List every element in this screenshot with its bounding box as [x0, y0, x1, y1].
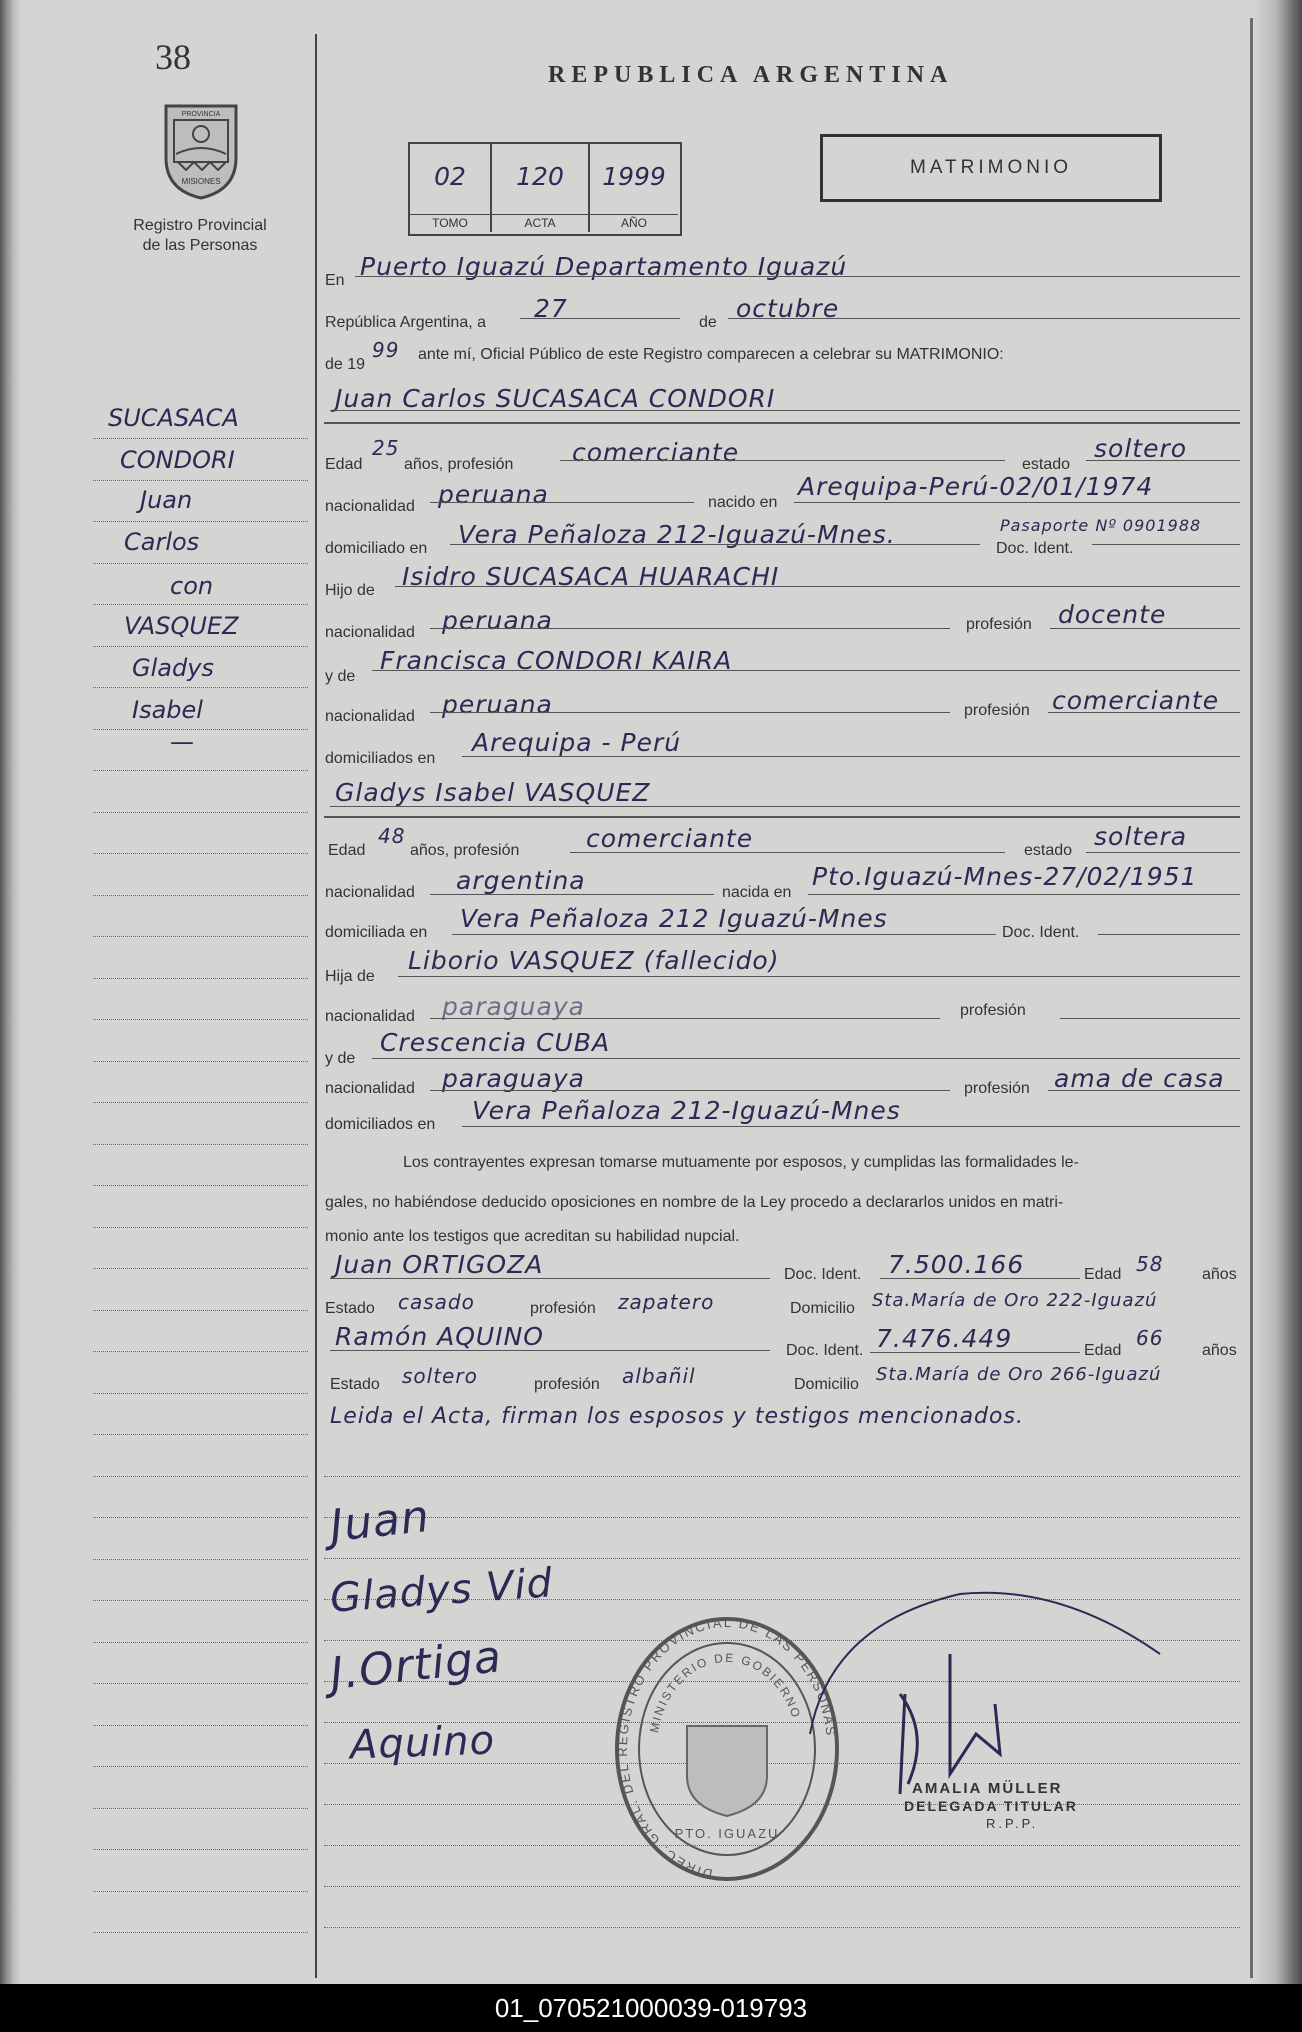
margin-rule: [93, 1766, 308, 1767]
margin-rule: [93, 1891, 308, 1892]
signature-witness-1: J.Ortiga: [327, 1631, 505, 1700]
official-org: R.P.P.: [986, 1816, 1039, 1831]
official-title: DELEGADA TITULAR: [904, 1798, 1078, 1814]
bride-name: Gladys Isabel VASQUEZ: [335, 778, 651, 807]
signature-witness-2: Aquino: [349, 1717, 496, 1769]
margin-rule: [93, 1849, 308, 1850]
republica-label: República Argentina, a: [325, 314, 486, 331]
margin-rule: [93, 1808, 308, 1809]
page-right-edge: [1254, 0, 1302, 1984]
document-title: REPUBLICA ARGENTINA: [548, 62, 954, 88]
groom-profession: comerciante: [572, 438, 740, 467]
groom-father-nationality: peruana: [442, 606, 553, 635]
bride-address: Vera Peñaloza 212 Iguazú-Mnes: [460, 904, 888, 933]
bride-status: soltera: [1094, 822, 1188, 851]
margin-rule: [93, 1517, 308, 1518]
groom-parents-address: Arequipa - Perú: [472, 728, 682, 757]
witness-1-doc: 7.500.166: [888, 1250, 1025, 1279]
acta-cell: 120 ACTA: [492, 144, 590, 232]
ruled-line: [324, 1517, 1240, 1518]
document-type-box: MATRIMONIO: [820, 134, 1162, 202]
signature-bride: Gladys Vid: [328, 1560, 555, 1622]
page-fold-line: [1250, 18, 1253, 1978]
book-binding-edge: [0, 0, 22, 1984]
bride-mother-nationality: paraguaya: [442, 1064, 585, 1093]
ruled-line: [324, 1476, 1240, 1477]
groom-document: Pasaporte Nº 0901988: [1000, 516, 1202, 535]
margin-rule: [93, 438, 308, 439]
margin-rule: [93, 1642, 308, 1643]
margin-rule: [93, 1102, 308, 1103]
year-prefix: de 19: [325, 356, 366, 373]
bride-birthplace: Pto.Iguazú-Mnes-27/02/1951: [812, 862, 1198, 891]
margin-rule: [93, 812, 308, 813]
bride-mother-profession: ama de casa: [1054, 1064, 1225, 1093]
groom-nationality: peruana: [438, 480, 549, 509]
margin-rule: [93, 1434, 308, 1435]
book-reference-box: [408, 142, 682, 236]
official-name: AMALIA MÜLLER: [912, 1780, 1063, 1797]
ruled-line: [324, 1927, 1240, 1928]
witness-2-name: Ramón AQUINO: [335, 1322, 544, 1351]
witness-2-profession: albañil: [622, 1364, 696, 1388]
margin-rule: [93, 1393, 308, 1394]
margin-rule: [93, 1227, 308, 1228]
margin-rule: [93, 1476, 308, 1477]
margin-rule: [93, 604, 308, 605]
page-number: 38: [155, 37, 191, 77]
margin-rule: [93, 1932, 308, 1933]
day-value: 27: [534, 294, 568, 323]
margin-rule: [93, 646, 308, 647]
bride-parents-address: Vera Peñaloza 212-Iguazú-Mnes: [472, 1096, 901, 1125]
margin-rule: [93, 563, 308, 564]
year-suffix: 99: [372, 338, 400, 362]
margin-rule: [93, 936, 308, 937]
margin-rule: [93, 853, 308, 854]
misiones-crest-icon: [156, 98, 246, 200]
margin-rule: [93, 521, 308, 522]
margin-rule: [93, 480, 308, 481]
margin-rule: [93, 1185, 308, 1186]
crest-label: MISIONES: [181, 177, 221, 186]
witness-2-address: Sta.María de Oro 266-Iguazú: [876, 1364, 1162, 1385]
ano-cell: 1999 AÑO: [590, 144, 678, 232]
groom-mother-nationality: peruana: [442, 690, 553, 719]
margin-rule: [93, 1559, 308, 1560]
scan-identifier: 01_070521000039-019793: [0, 1984, 1302, 2032]
witness-2-doc: 7.476.449: [876, 1324, 1013, 1353]
margin-rule: [93, 895, 308, 896]
groom-age: 25: [372, 436, 400, 460]
witness-1-address: Sta.María de Oro 222-Iguazú: [872, 1290, 1158, 1311]
groom-father-profession: docente: [1058, 600, 1167, 629]
margin-rule: [93, 1268, 308, 1269]
bride-father-nationality: paraguaya: [442, 992, 585, 1021]
declaration-line-3: monio ante los testigos que acreditan su habilidad nupcial.: [325, 1228, 740, 1245]
margin-rule: [93, 978, 308, 979]
margin-rule: [93, 1061, 308, 1062]
registry-name: Registro Provincial de las Personas: [133, 217, 267, 254]
groom-name: Juan Carlos SUCASACA CONDORI: [335, 384, 776, 413]
witness-1-status: casado: [398, 1290, 475, 1314]
bride-nationality: argentina: [456, 866, 586, 895]
place-value: Puerto Iguazú Departamento Iguazú: [360, 252, 848, 281]
declaration-line-2: gales, no habiéndose deducido oposiciones en nombre de la Ley procedo a declararlos unidos en matri-: [325, 1194, 1064, 1211]
margin-rule: [93, 770, 308, 771]
margin-rule: [93, 1600, 308, 1601]
groom-address: Vera Peñaloza 212-Iguazú-Mnes.: [458, 520, 896, 549]
stamp-inner-text: MINISTERIO DE GOBIERNO: [647, 1650, 804, 1734]
groom-mother: Francisca CONDORI KAIRA: [380, 646, 733, 675]
month-value: octubre: [736, 294, 840, 323]
margin-rule: [93, 1144, 308, 1145]
bride-age: 48: [378, 824, 406, 848]
signature-groom: Juan: [327, 1490, 433, 1553]
groom-father: Isidro SUCASACA HUARACHI: [402, 562, 780, 591]
witness-2-age: 66: [1136, 1326, 1164, 1350]
declaration-line-1: Los contrayentes expresan tomarse mutuamente por esposos, y cumplidas las formalidades le-: [403, 1154, 1079, 1171]
bride-mother: Crescencia CUBA: [380, 1028, 611, 1057]
stamp-bottom-text: PTO. IGUAZU: [674, 1826, 780, 1841]
tomo-cell: 02 TOMO: [410, 144, 492, 232]
witness-1-age: 58: [1136, 1252, 1164, 1276]
margin-rule: [93, 687, 308, 688]
closing-text: Leida el Acta, firman los esposos y testigos mencionados.: [330, 1404, 1024, 1429]
stamp-ring-text: DIREC. GRAL. DEL REGISTRO PROVINCIAL DE LAS PERSONAS: [614, 1616, 839, 1882]
svg-text:PROVINCIA: PROVINCIA: [181, 111, 221, 118]
margin-rule: [93, 1019, 308, 1020]
en-label: En: [325, 272, 345, 289]
bride-father: Liborio VASQUEZ (fallecido): [408, 946, 780, 975]
witness-1-profession: zapatero: [618, 1290, 715, 1314]
witness-1-name: Juan ORTIGOZA: [335, 1250, 544, 1279]
groom-birthplace: Arequipa-Perú-02/01/1974: [798, 472, 1154, 501]
ruled-line: [324, 1558, 1240, 1559]
de-label: de: [699, 314, 717, 331]
groom-mother-profession: comerciante: [1052, 686, 1220, 715]
margin-rule: [93, 729, 308, 730]
margin-divider: [315, 34, 317, 1978]
margin-rule: [93, 1310, 308, 1311]
margin-rule: [93, 1683, 308, 1684]
appear-text: ante mí, Oficial Público de este Registro comparecen a celebrar su MATRIMONIO:: [418, 346, 1004, 363]
witness-2-status: soltero: [402, 1364, 478, 1388]
bride-profession: comerciante: [586, 824, 754, 853]
ruled-line: [324, 1886, 1240, 1887]
document-sheet: 38 PROVINCIA MISIONES Registro Provincial de las Personas REPUBLICA ARGENTINA 02 TOMO 120 ACTA 1999 AÑO MATRIMONIO SUCASACA CONDORI Juan Carlos con VASQUEZ Gladys Isabel — En Puerto Iguazú Departamento Iguazú República Argentina, a 27 de octubre de 19 99 ante mí, Oficial Público de este Registro comparecen a celebrar su MATRIMONIO: Juan Carlos SUCASACA CONDORI Edad 25 años, profesión comerciante estado soltero nacionalidad peruana nacido en Arequipa-Perú-02/01/1974 domiciliado en Vera Peñaloza 212-Iguazú-Mnes. Doc. Ident. Pasaporte Nº 0901988 Hijo de Isidro SUCASACA HUARACHI nacionalidad peruana profesión docente y de Francisca CONDORI KAIRA nacionalidad peruana profesión comerciante domiciliados en Arequipa - Perú Gladys Isabel VASQUEZ Edad 48 años, profesión comerciante estado soltera nacionalidad argentina nacida en Pto.Iguazú-Mnes-27/02/1951 domiciliada en Vera Peñaloza 212 Iguazú-Mnes Doc. Ident. Hija de Liborio VASQUEZ (fallecido) nacionalidad paraguaya profesión y de Crescencia CUBA nacionalidad paraguaya profesión ama de casa domiciliados en Vera Peñaloza 212-Iguazú-Mnes Los contrayentes expresan tomarse mutuamente por esposos, y cumplidas las formalidades le- gales, no habiéndose deducido oposiciones en nombre de la Ley procedo a declararlos unidos en matri- monio ante los testigos que acreditan su habilidad nupcial. Juan ORTIGOZA Doc. Ident. 7.500.166 Edad 58 años Estado casado profesión zapatero Domicilio Sta.María de Oro 222-Iguazú Ramón AQUINO Doc. Ident. 7.476.449 Edad 66 años Estado soltero profesión albañil Domicilio Sta.María de Oro 266-Iguazú Leida el Acta, firman los esposos y testigos mencionados. Juan Gladys Vid J.Ortiga Aquino DIREC. GRAL. DEL REGISTRO PROVINCIAL DE LAS PERSONAS MINISTERIO DE GOBIERNO PTO. IGUAZU AMALIA MÜLLER DELEGADA TITULAR R.P.P.: [0, 0, 1302, 1984]
margin-rule: [93, 1725, 308, 1726]
margin-rule: [93, 1351, 308, 1352]
official-signature: [800, 1584, 1170, 1800]
groom-status: soltero: [1094, 434, 1188, 463]
